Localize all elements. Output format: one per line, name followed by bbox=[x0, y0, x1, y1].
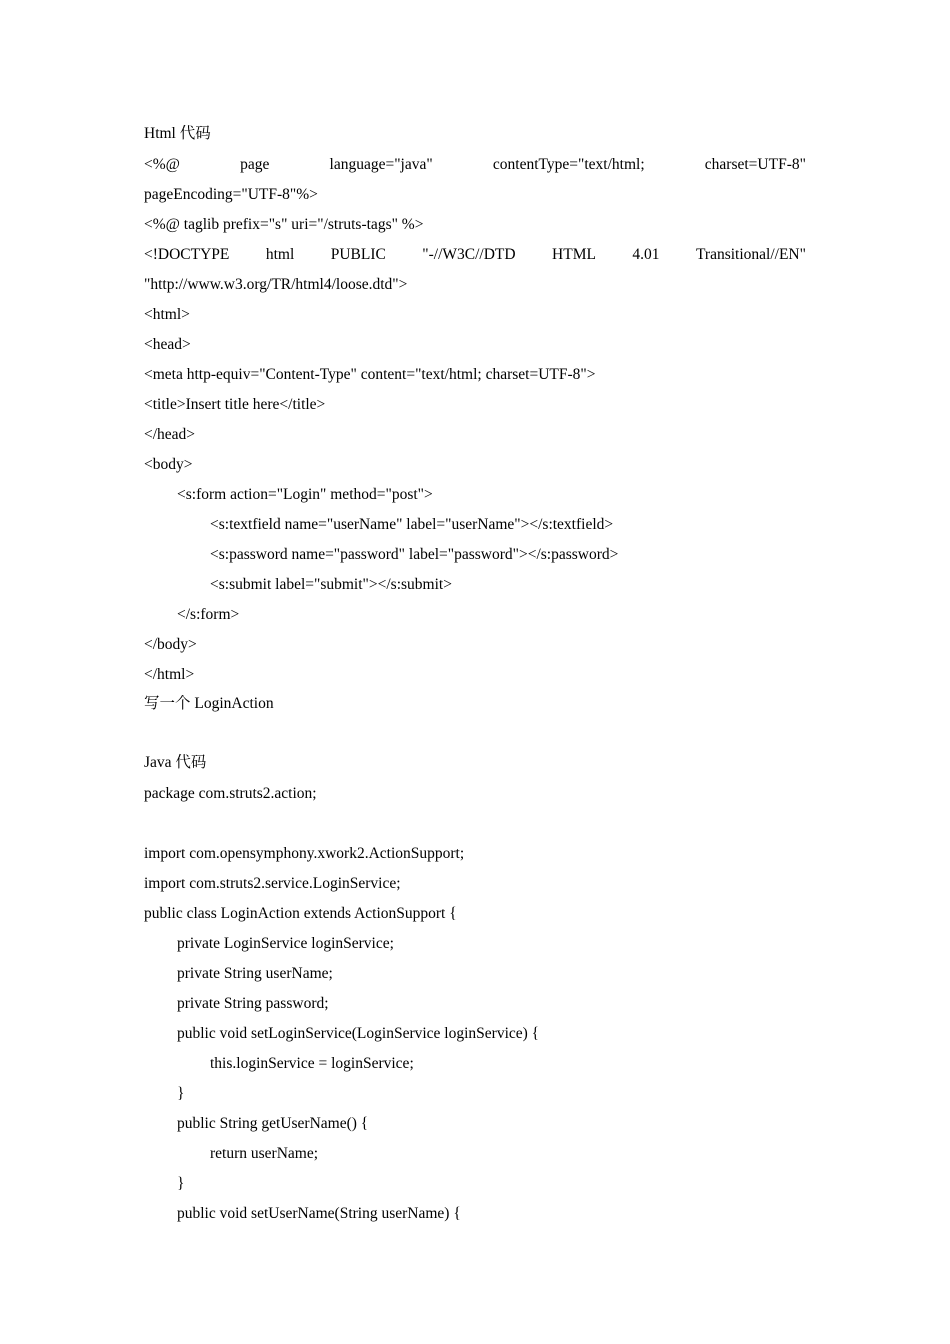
code-line: <html> bbox=[144, 306, 190, 323]
code-line: private String userName; bbox=[177, 965, 333, 982]
doctype-token: html bbox=[265, 246, 295, 263]
code-line: </html> bbox=[144, 666, 195, 683]
directive-token: contentType="text/html; bbox=[492, 156, 645, 173]
code-line: public void setUserName(String userName) { bbox=[177, 1205, 461, 1222]
code-section-label-java: Java 代码 bbox=[144, 754, 207, 771]
code-line: </head> bbox=[144, 426, 196, 443]
code-line: public void setLoginService(LoginService loginService) { bbox=[177, 1025, 540, 1042]
jsp-page-directive-line bbox=[144, 155, 806, 175]
code-line: <title>Insert title here</title> bbox=[144, 396, 326, 413]
code-line: <s:submit label="submit"></s:submit> bbox=[210, 576, 452, 593]
code-line: <meta http-equiv="Content-Type" content="text/html; charset=UTF-8"> bbox=[144, 366, 596, 383]
code-line: private String password; bbox=[177, 995, 329, 1012]
doctype-token: Transitional//EN" bbox=[696, 246, 806, 263]
doctype-token: <!DOCTYPE bbox=[144, 246, 230, 263]
code-line: import com.opensymphony.xwork2.ActionSupport; bbox=[144, 845, 465, 862]
code-line: <body> bbox=[144, 456, 193, 473]
section-text-login-action: 写一个 LoginAction bbox=[144, 695, 274, 712]
code-line: private LoginService loginService; bbox=[177, 935, 394, 952]
code-section-label-html: Html 代码 bbox=[144, 125, 211, 142]
directive-token: page bbox=[240, 156, 270, 173]
code-line: this.loginService = loginService; bbox=[210, 1055, 414, 1072]
directive-token: language="java" bbox=[329, 156, 433, 173]
code-line: <%@ taglib prefix="s" uri="/struts-tags" %> bbox=[144, 216, 424, 233]
code-line: <head> bbox=[144, 336, 191, 353]
code-line: </s:form> bbox=[177, 606, 240, 623]
directive-token: charset=UTF-8" bbox=[704, 156, 806, 173]
doctype-token: 4.01 bbox=[632, 246, 660, 263]
code-line: <s:form action="Login" method="post"> bbox=[177, 486, 433, 503]
code-line: return userName; bbox=[210, 1145, 319, 1162]
code-line: pageEncoding="UTF-8"%> bbox=[144, 186, 318, 203]
doctype-token: PUBLIC bbox=[330, 246, 386, 263]
code-line: public class LoginAction extends ActionSupport { bbox=[144, 905, 457, 922]
code-line: public String getUserName() { bbox=[177, 1115, 369, 1132]
code-line: </body> bbox=[144, 636, 197, 653]
code-line: <s:textfield name="userName" label="userName"></s:textfield> bbox=[210, 516, 614, 533]
doctype-token: HTML bbox=[552, 246, 596, 263]
code-line: } bbox=[177, 1085, 185, 1102]
doctype-line bbox=[144, 245, 806, 265]
code-line: import com.struts2.service.LoginService; bbox=[144, 875, 401, 892]
doctype-token: "-//W3C//DTD bbox=[422, 246, 516, 263]
code-line: package com.struts2.action; bbox=[144, 785, 317, 802]
code-line: } bbox=[177, 1175, 185, 1192]
code-line: <s:password name="password" label="password"></s:password> bbox=[210, 546, 619, 563]
code-line: "http://www.w3.org/TR/html4/loose.dtd"> bbox=[144, 276, 408, 293]
directive-token: <%@ bbox=[144, 156, 180, 173]
